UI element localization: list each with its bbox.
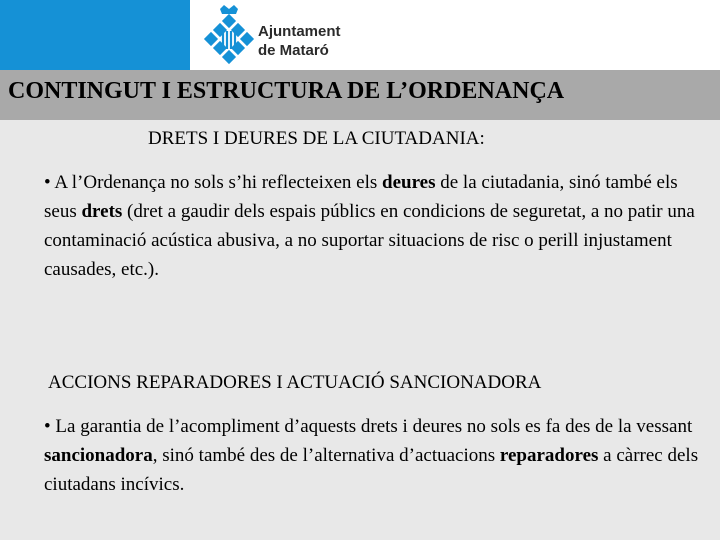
page-title: CONTINGUT I ESTRUCTURA DE L’ORDENANÇA <box>8 78 565 104</box>
section-heading-actions: ACCIONS REPARADORES I ACTUACIÓ SANCIONADORA <box>48 372 542 393</box>
text-segment: La garantia de l’acompliment d’aquests drets i deures no sols es fa des de la vessant <box>50 416 693 437</box>
text-segment: (dret a gaudir dels espais públics en condicions de seguretat, a no patir una contaminació acústica abusiva, a no suportar situacions de risc o perill injustament causades, etc.). <box>44 201 695 280</box>
bullet: • <box>44 172 51 193</box>
paragraph-rights <box>44 168 714 284</box>
title-bar <box>0 70 720 120</box>
bullet: • <box>44 416 51 437</box>
bold-segment: drets <box>81 201 123 222</box>
logo-line-1: Ajuntament <box>258 23 341 40</box>
bold-segment: deures <box>382 172 436 193</box>
bold-segment: reparadores <box>499 445 599 466</box>
text-segment: , sinó també des de l’alternativa d’actuacions <box>152 445 500 466</box>
paragraph-actions <box>44 412 704 499</box>
text-segment: A l’Ordenança no sols s’hi reflecteixen els <box>50 172 382 193</box>
logo <box>190 0 720 70</box>
text-segment: de la ciutadania, sinó també els seus <box>44 172 678 222</box>
logo-text <box>258 22 341 60</box>
logo-line-2: de Mataró <box>258 42 329 59</box>
text-segment: a càrrec dels ciutadans incívics. <box>44 445 699 495</box>
section-heading-rights: DRETS I DEURES DE LA CIUTADANIA: <box>148 128 485 149</box>
coat-of-arms-icon <box>198 3 260 67</box>
bold-segment: sancionadora <box>44 445 153 466</box>
